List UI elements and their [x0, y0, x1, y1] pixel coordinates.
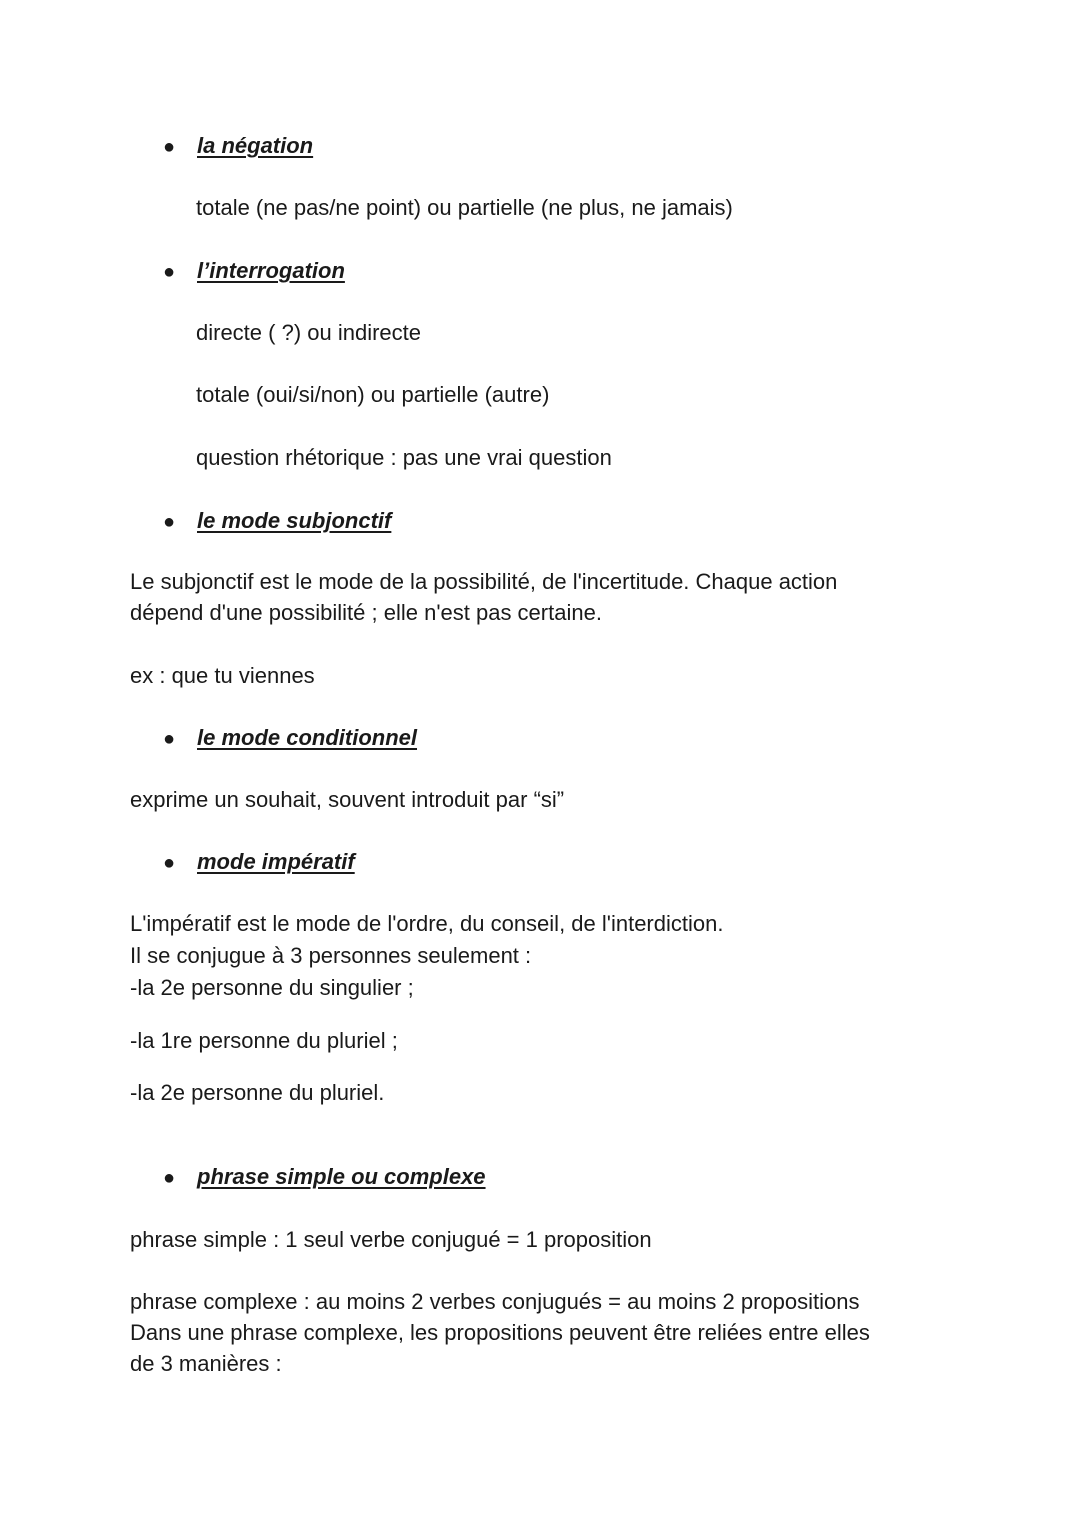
bullet-icon: ●: [163, 1167, 176, 1189]
text-line: L'impératif est le mode de l'ordre, du conseil, de l'interdiction.: [130, 911, 724, 936]
heading-text: l’interrogation: [197, 258, 345, 283]
heading-interrogation: [163, 255, 345, 288]
text-line: phrase simple : 1 seul verbe conjugué = 1 proposition: [130, 1227, 652, 1252]
bullet-icon: ●: [163, 511, 176, 533]
text-line: ex : que tu viennes: [130, 663, 315, 688]
text-line: dépend d'une possibilité ; elle n'est pas certaine.: [130, 600, 602, 625]
heading-subjonctif: [163, 505, 391, 538]
text-line: Il se conjugue à 3 personnes seulement :: [130, 943, 532, 968]
heading-text: le mode subjonctif: [197, 508, 392, 533]
heading-phrase: [163, 1161, 486, 1194]
heading-text: mode impératif: [197, 849, 355, 874]
bullet-icon: ●: [163, 261, 176, 283]
heading-imperatif: [163, 846, 355, 879]
bullet-icon: ●: [163, 728, 176, 750]
heading-conditionnel: [163, 722, 417, 755]
text-line: Le subjonctif est le mode de la possibilité, de l'incertitude. Chaque action: [130, 569, 838, 594]
text-line: exprime un souhait, souvent introduit par “si”: [130, 787, 565, 812]
heading-text: la négation: [197, 133, 314, 158]
text-line: -la 1re personne du pluriel ;: [130, 1028, 398, 1053]
text-line: directe ( ?) ou indirecte: [196, 320, 421, 345]
bullet-icon: ●: [163, 852, 176, 874]
heading-text: le mode conditionnel: [197, 725, 418, 750]
text-line: -la 2e personne du pluriel.: [130, 1080, 385, 1105]
text-line: phrase complexe : au moins 2 verbes conjugués = au moins 2 propositions: [130, 1289, 860, 1314]
text-line: Dans une phrase complexe, les propositions peuvent être reliées entre elles: [130, 1320, 870, 1345]
bullet-icon: ●: [163, 136, 176, 158]
text-line: de 3 manières :: [130, 1351, 282, 1376]
heading-text: phrase simple ou complexe: [197, 1164, 486, 1189]
text-line: totale (oui/si/non) ou partielle (autre): [196, 382, 550, 407]
text-line: -la 2e personne du singulier ;: [130, 975, 414, 1000]
heading-negation: [163, 130, 313, 163]
text-line: totale (ne pas/ne point) ou partielle (ne plus, ne jamais): [196, 195, 733, 220]
text-line: question rhétorique : pas une vrai question: [196, 445, 612, 470]
